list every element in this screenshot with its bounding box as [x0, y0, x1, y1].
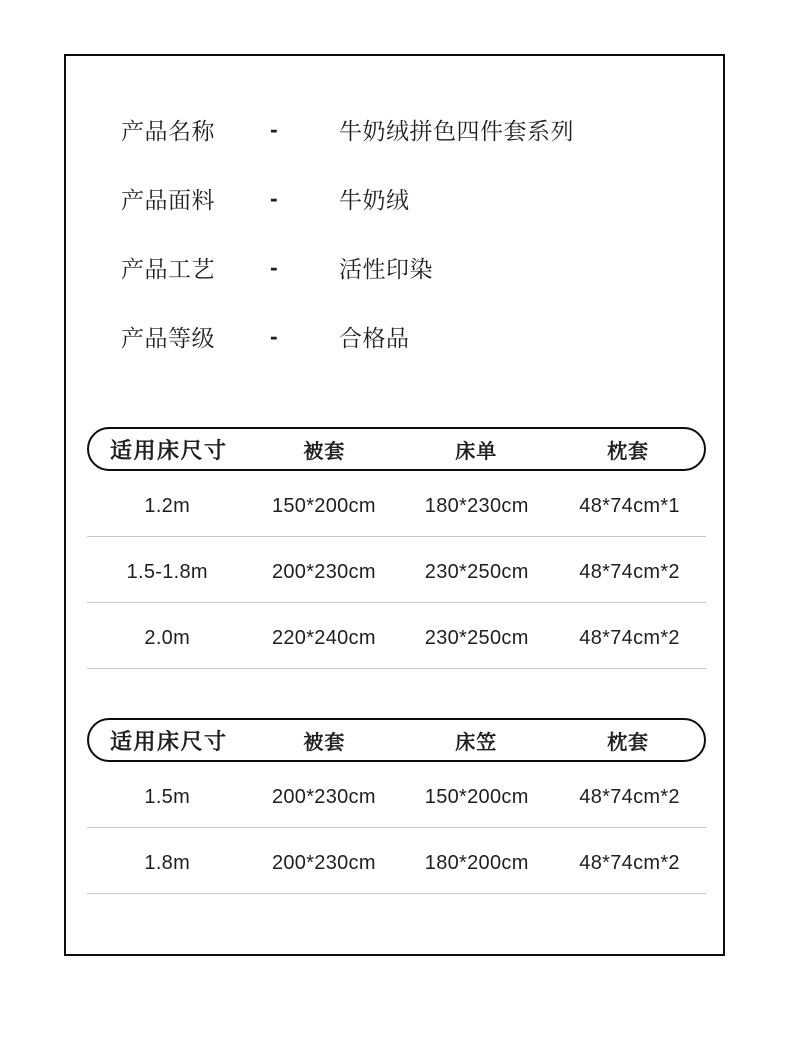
cell-flat-sheet: 230*250cm: [424, 627, 529, 649]
size-table-body: [87, 471, 706, 669]
cell-bed-size: 1.5m: [144, 786, 191, 808]
cell-pillowcase: 48*74cm*2: [579, 852, 680, 874]
cell-duvet-cover: 200*230cm: [271, 786, 376, 808]
spec-row-product-name: [66, 116, 723, 142]
cell-flat-sheet: 230*250cm: [424, 561, 529, 583]
cell-fitted-sheet: 180*200cm: [424, 852, 529, 874]
spec-row-product-craft: [66, 254, 723, 280]
size-table-header: [87, 427, 706, 471]
cell-duvet-cover: 200*230cm: [271, 561, 376, 583]
spec-row-product-grade: [66, 323, 723, 349]
product-spec-section: [66, 116, 723, 392]
cell-bed-size: 1.2m: [144, 495, 191, 517]
table-row: [87, 603, 706, 669]
spec-label: 产品等级: [121, 324, 215, 351]
cell-bed-size: 1.8m: [144, 852, 191, 874]
spec-value: 牛奶绒: [339, 186, 410, 213]
cell-duvet-cover: 150*200cm: [271, 495, 376, 517]
cell-bed-size: 1.5-1.8m: [126, 561, 208, 583]
cell-pillowcase: 48*74cm*2: [579, 561, 680, 583]
cell-duvet-cover: 220*240cm: [271, 627, 376, 649]
header-cell-bed-size: 适用床尺寸: [109, 437, 228, 463]
cell-bed-size: 2.0m: [144, 627, 191, 649]
spec-dash: -: [270, 322, 279, 349]
spec-dash: -: [270, 184, 279, 211]
cell-flat-sheet: 180*230cm: [424, 495, 529, 517]
size-table-header: [87, 718, 706, 762]
header-cell-pillowcase: 枕套: [607, 440, 650, 463]
size-table-body: [87, 762, 706, 894]
spec-dash: -: [270, 115, 279, 142]
table-row: [87, 762, 706, 828]
product-spec-frame: [64, 54, 725, 956]
cell-duvet-cover: 200*230cm: [271, 852, 376, 874]
table-row: [87, 471, 706, 537]
size-table-flat-sheet: [87, 427, 706, 669]
spec-label: 产品面料: [121, 186, 215, 213]
spec-dash: -: [270, 253, 279, 280]
size-table-fitted-sheet: [87, 718, 706, 894]
spec-label: 产品工艺: [121, 255, 215, 282]
cell-pillowcase: 48*74cm*2: [579, 786, 680, 808]
cell-pillowcase: 48*74cm*1: [579, 495, 680, 517]
table-row: [87, 537, 706, 603]
header-cell-fitted-sheet: 床笠: [455, 731, 498, 754]
cell-pillowcase: 48*74cm*2: [579, 627, 680, 649]
cell-fitted-sheet: 150*200cm: [424, 786, 529, 808]
spec-label: 产品名称: [121, 117, 215, 144]
table-row: [87, 828, 706, 894]
spec-value: 活性印染: [339, 255, 433, 282]
spec-value: 牛奶绒拼色四件套系列: [339, 117, 574, 144]
header-cell-flat-sheet: 床单: [455, 440, 498, 463]
header-cell-duvet-cover: 被套: [303, 731, 346, 754]
header-cell-pillowcase: 枕套: [607, 731, 650, 754]
header-cell-duvet-cover: 被套: [303, 440, 346, 463]
header-cell-bed-size: 适用床尺寸: [109, 728, 228, 754]
spec-row-product-fabric: [66, 185, 723, 211]
spec-value: 合格品: [339, 324, 410, 351]
